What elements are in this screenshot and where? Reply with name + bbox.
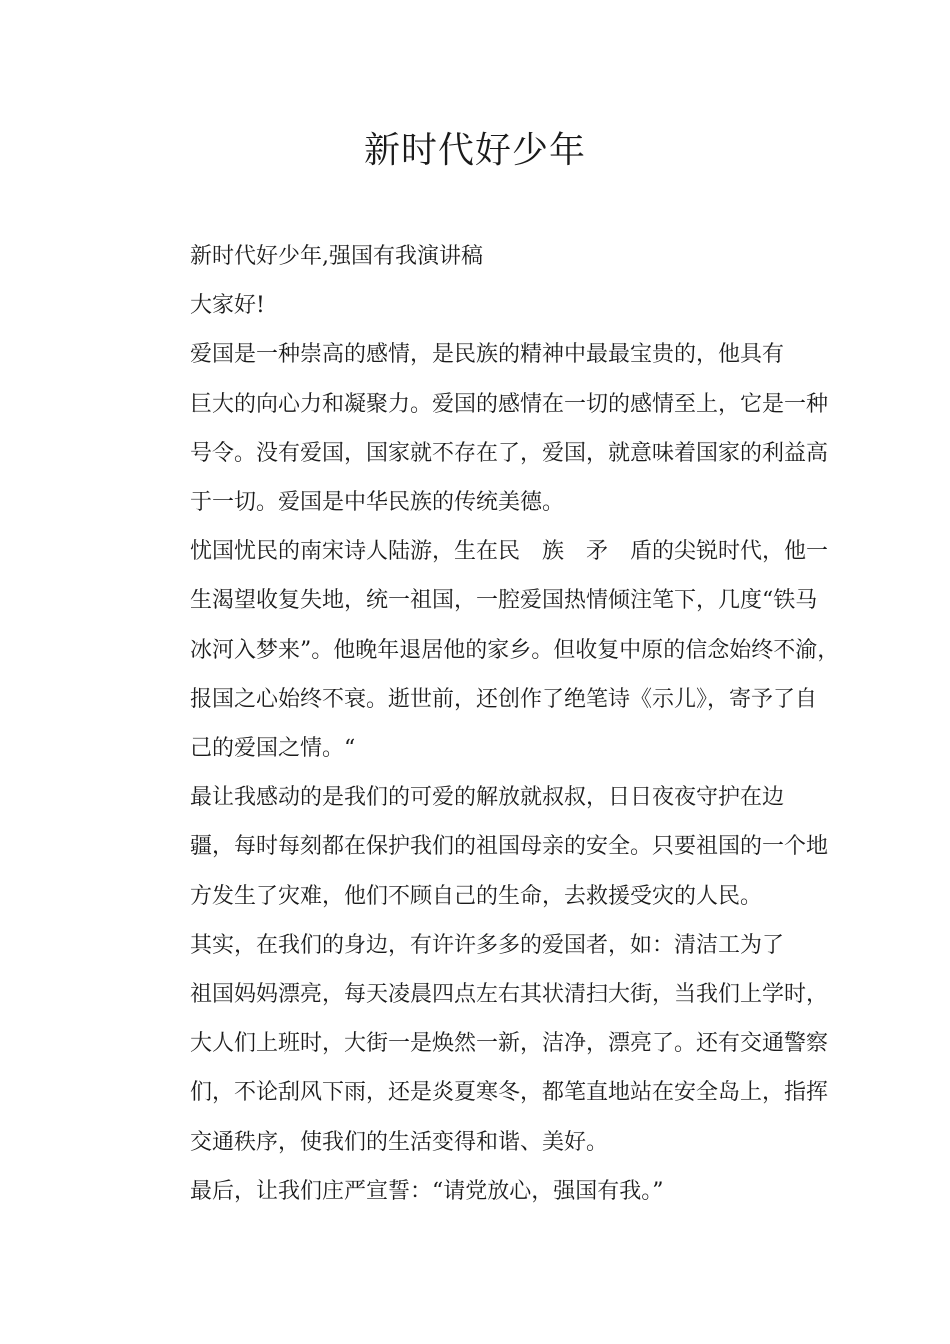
paragraph-line: 疆，每时每刻都在保护我们的祖国母亲的安全。只要祖国的一个地 [190, 834, 829, 860]
paragraph-4 [146, 921, 829, 1167]
paragraph-line: 于一切。爱国是中华民族的传统美德。 [190, 490, 565, 516]
paragraph-line: 巨大的向心力和凝聚力。爱国的感情在一切的感情至上，它是一种 [190, 391, 829, 417]
paragraph-line: 最后，让我们庄严宣誓：“请党放心，强国有我。” [190, 1178, 664, 1204]
subtitle-paragraph: 新时代好少年,强国有我演讲稿 [190, 244, 483, 269]
greeting-paragraph: 大家好! [190, 293, 265, 319]
paragraph-line: 忧国忧民的南宋诗人陆游，生在民 族 矛 盾的尖锐时代，他一 [190, 539, 829, 565]
document-body [146, 232, 840, 1216]
paragraph-line: 们，不论刮风下雨，还是炎夏寒冬，都笔直地站在安全岛上，指挥 [190, 1080, 829, 1106]
paragraph-2 [146, 527, 840, 773]
paragraph-line: 己的爱国之情。“ [190, 736, 356, 762]
paragraph-line: 交通秩序，使我们的生活变得和谐、美好。 [190, 1129, 609, 1155]
document-title: 新时代好少年 [363, 130, 586, 171]
paragraph-line: 最让我感动的是我们的可爱的解放就叔叔，日日夜夜守护在边 [190, 785, 785, 811]
paragraph-line: 方发生了灾难，他们不顾自己的生命，去救援受灾的人民。 [190, 883, 763, 909]
paragraph-line: 祖国妈妈漂亮，每天凌晨四点左右其状清扫大街，当我们上学时， [190, 982, 829, 1008]
paragraph-line: 大人们上班时，大街一是焕然一新，洁净，漂亮了。还有交通警察 [190, 1031, 829, 1057]
paragraph-3 [146, 773, 829, 921]
paragraph-line: 生渴望收复失地，统一祖国，一腔爱国热情倾注笔下，几度“铁马 [190, 588, 818, 614]
paragraph-line: 其实，在我们的身边，有许许多多的爱国者，如：清洁工为了 [190, 932, 785, 958]
paragraph-line: 报国之心始终不衰。逝世前，还创作了绝笔诗《示儿》，寄予了自 [190, 686, 818, 712]
paragraph-5 [146, 1167, 826, 1216]
paragraph-line: 号令。没有爱国，国家就不存在了，爱国，就意味着国家的利益高 [190, 440, 829, 466]
paragraph-line: 爱国是一种崇高的感情，是民族的精神中最最宝贵的，他具有 [190, 342, 785, 368]
paragraph-1 [146, 330, 829, 527]
paragraph-line: 冰河入梦来”。他晚年退居他的家乡。但收复中原的信念始终不渝， [190, 637, 840, 663]
